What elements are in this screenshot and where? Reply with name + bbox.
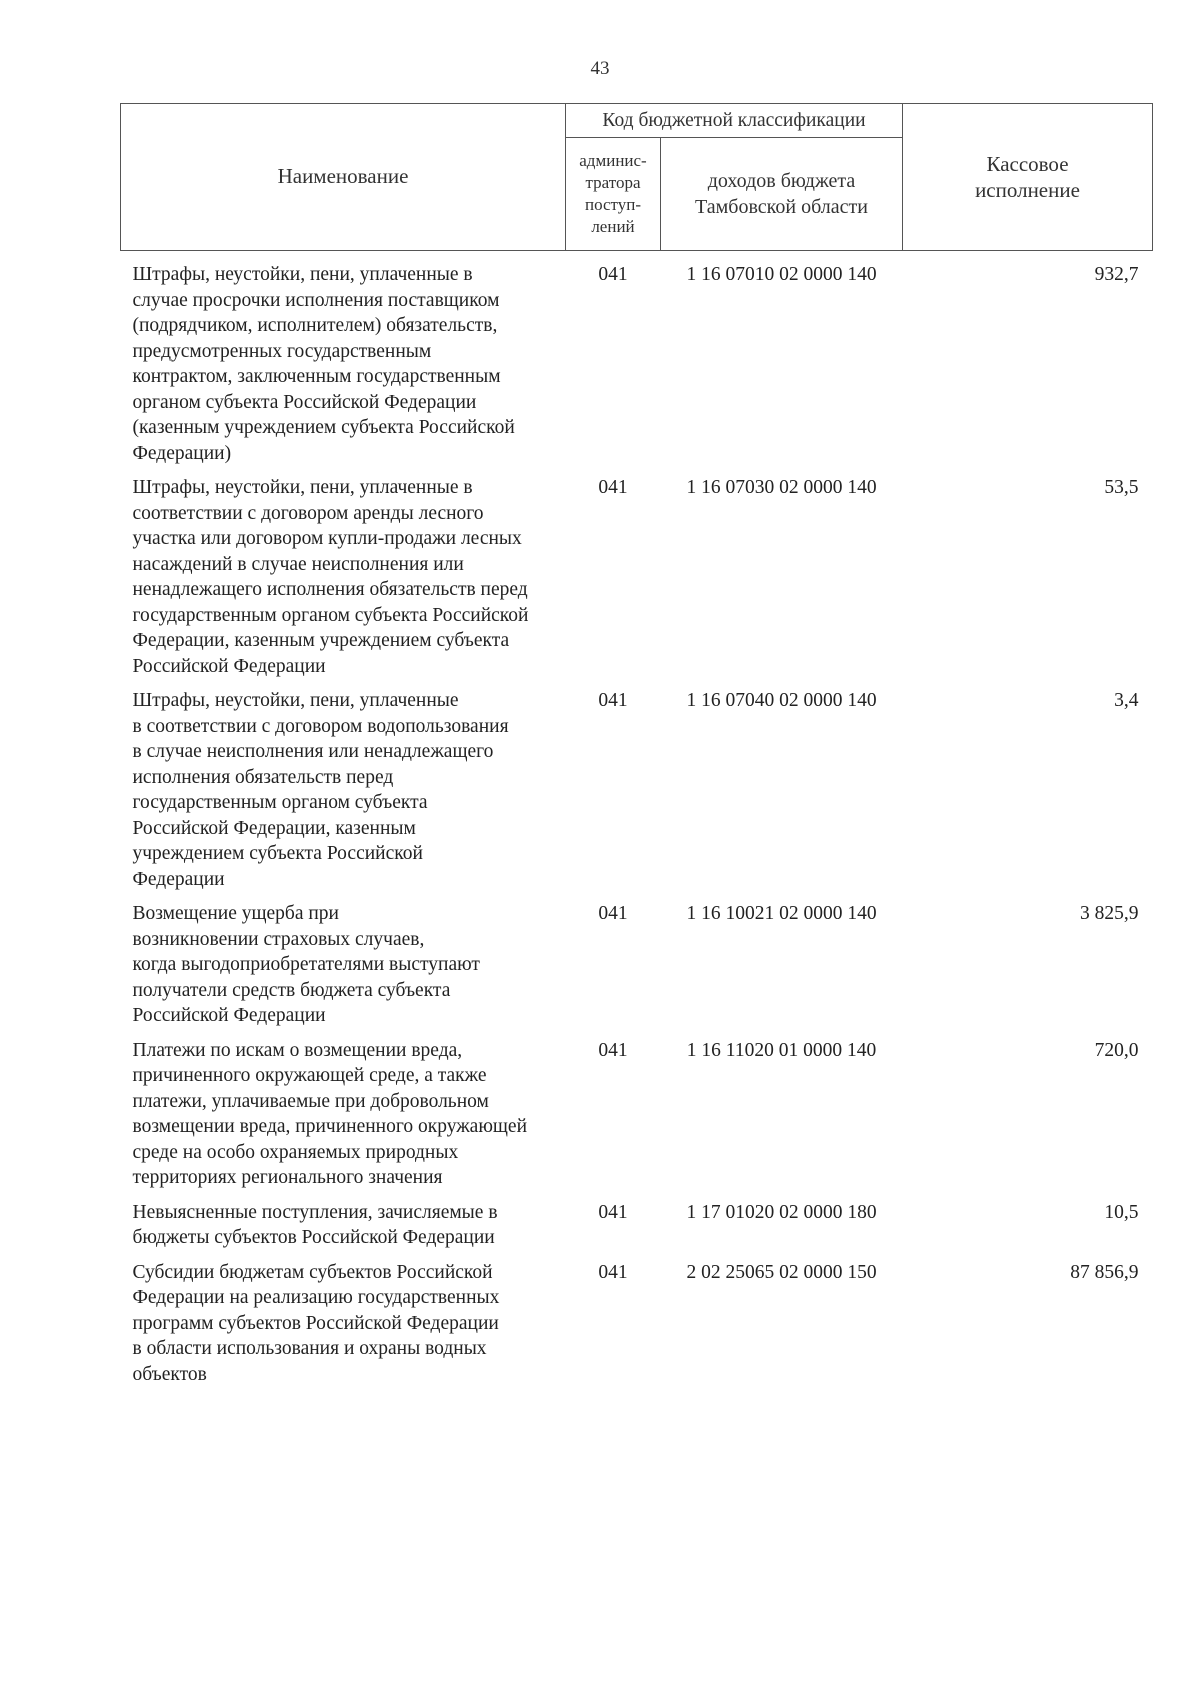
row-name-line: получатели средств бюджета субъекта (132, 979, 451, 1001)
row-amount: 87 856,9 (1070, 1261, 1139, 1283)
row-name-line: участка или договором купли-продажи лесных (132, 528, 522, 549)
row-income-code: 1 17 01020 02 0000 180 (686, 1201, 877, 1223)
row-admin-code: 041 (598, 690, 628, 711)
row-name-line: в случае неисполнения или ненадлежащего (132, 741, 494, 762)
row-name-line: в соответствии с договором водопользования (132, 715, 509, 737)
row-name-line: государственным органом субъекта Российской (132, 604, 529, 626)
row-name-line: Федерации (132, 868, 225, 890)
row-name (121, 251, 566, 476)
row-name-line: возмещении вреда, причиненного окружающей (132, 1116, 528, 1137)
row-name-line: когда выгодоприобретателями выступают (132, 954, 480, 975)
table-row (121, 251, 1153, 476)
row-name-line: Российской Федерации (132, 1005, 326, 1026)
header-income-line: Тамбовской области (695, 196, 868, 218)
row-admin-code: 041 (598, 1039, 628, 1061)
row-admin-code: 041 (598, 264, 628, 285)
header-name: Наименование (121, 104, 566, 251)
header-cash-line: исполнение (975, 178, 1080, 202)
row-name-line: Платежи по искам о возмещении вреда, (132, 1039, 463, 1061)
row-name-line: ненадлежащего исполнения обязательств перед (132, 579, 528, 600)
row-name-line: Невыясненные поступления, зачисляемые в (132, 1201, 498, 1223)
header-cash-line: Кассовое (986, 152, 1069, 176)
row-name-line: Штрафы, неустойки, пени, уплаченные в (132, 264, 473, 285)
row-name-line: Российской Федерации, казенным (132, 817, 416, 839)
row-name-line: Федерации) (132, 442, 232, 464)
row-name (121, 1200, 566, 1260)
row-name (121, 1260, 566, 1397)
row-admin-code: 041 (598, 1201, 628, 1223)
row-admin-code: 041 (598, 1261, 628, 1283)
row-income-code: 2 02 25065 02 0000 150 (686, 1261, 877, 1283)
header-admin-line: лений (591, 217, 635, 236)
row-name-line: причиненного окружающей среде, а также (132, 1065, 487, 1086)
row-name-line: Федерации, казенным учреждением субъекта (132, 630, 510, 651)
row-amount: 720,0 (1094, 1039, 1139, 1061)
row-name-line: программ субъектов Российской Федерации (132, 1312, 499, 1334)
page-number: 43 (590, 58, 610, 79)
row-name-line: в области использования и охраны водных (132, 1338, 487, 1359)
row-name-line: Субсидии бюджетам субъектов Российской (132, 1261, 493, 1283)
row-name-line: предусмотренных государственным (132, 340, 432, 362)
row-amount: 3 825,9 (1080, 903, 1139, 924)
row-income-code: 1 16 10021 02 0000 140 (686, 903, 877, 924)
table-row (121, 1200, 1153, 1260)
row-admin-code: 041 (598, 477, 628, 498)
header-admin-line: тратора (585, 173, 641, 192)
header-cash-execution (903, 104, 1153, 251)
row-name-line: объектов (132, 1363, 207, 1385)
row-name (121, 688, 566, 901)
row-income-code: 1 16 11020 01 0000 140 (686, 1039, 877, 1061)
table-row (121, 901, 1153, 1038)
budget-table (120, 103, 1153, 1396)
row-name-line: Возмещение ущерба при (132, 903, 339, 924)
row-name-line: платежи, уплачиваемые при добровольном (132, 1090, 489, 1112)
row-name-line: органом субъекта Российской Федерации (132, 391, 477, 413)
table-row (121, 688, 1153, 901)
header-income-line: доходов бюджета (707, 170, 856, 192)
row-name-line: (казенным учреждением субъекта Российской (132, 417, 515, 438)
row-name (121, 901, 566, 1038)
row-amount: 932,7 (1094, 264, 1139, 285)
table-body (121, 251, 1153, 1397)
row-income-code: 1 16 07040 02 0000 140 (686, 690, 877, 711)
header-income (661, 138, 903, 251)
row-name-line: территориях регионального значения (132, 1167, 443, 1188)
table-row (121, 1038, 1153, 1200)
row-name-line: насаждений в случае неисполнения или (132, 553, 464, 575)
row-admin-code: 041 (598, 903, 628, 924)
row-name-line: (подрядчиком, исполнителем) обязательств, (132, 315, 498, 336)
row-name-line: соответствии с договором аренды лесного (132, 502, 484, 524)
row-name-line: возникновении страховых случаев, (132, 928, 425, 950)
row-income-code: 1 16 07030 02 0000 140 (686, 477, 877, 498)
header-admin (566, 138, 661, 251)
row-name-line: среде на особо охраняемых природных (132, 1141, 459, 1163)
header-admin-line: админис- (579, 151, 647, 170)
row-name-line: государственным органом субъекта (132, 792, 428, 813)
row-amount: 10,5 (1104, 1201, 1139, 1223)
table-row (121, 1260, 1153, 1397)
row-name-line: контрактом, заключенным государственным (132, 366, 501, 387)
row-name (121, 475, 566, 688)
table-row (121, 475, 1153, 688)
header-admin-line: поступ- (584, 195, 642, 214)
row-name-line: учреждением субъекта Российской (132, 843, 423, 864)
row-income-code: 1 16 07010 02 0000 140 (686, 264, 877, 285)
header-code-group: Код бюджетной классификации (566, 104, 903, 138)
row-name-line: Штрафы, неустойки, пени, уплаченные в (132, 477, 473, 498)
row-amount: 3,4 (1114, 690, 1139, 711)
row-name (121, 1038, 566, 1200)
row-amount: 53,5 (1104, 477, 1139, 498)
row-name-line: Штрафы, неустойки, пени, уплаченные (132, 690, 459, 711)
row-name-line: Федерации на реализацию государственных (132, 1287, 500, 1308)
row-name-line: Российской Федерации (132, 655, 326, 677)
row-name-line: исполнения обязательств перед (132, 766, 394, 788)
row-name-line: бюджеты субъектов Российской Федерации (132, 1227, 495, 1248)
row-name-line: случае просрочки исполнения поставщиком (132, 289, 500, 311)
